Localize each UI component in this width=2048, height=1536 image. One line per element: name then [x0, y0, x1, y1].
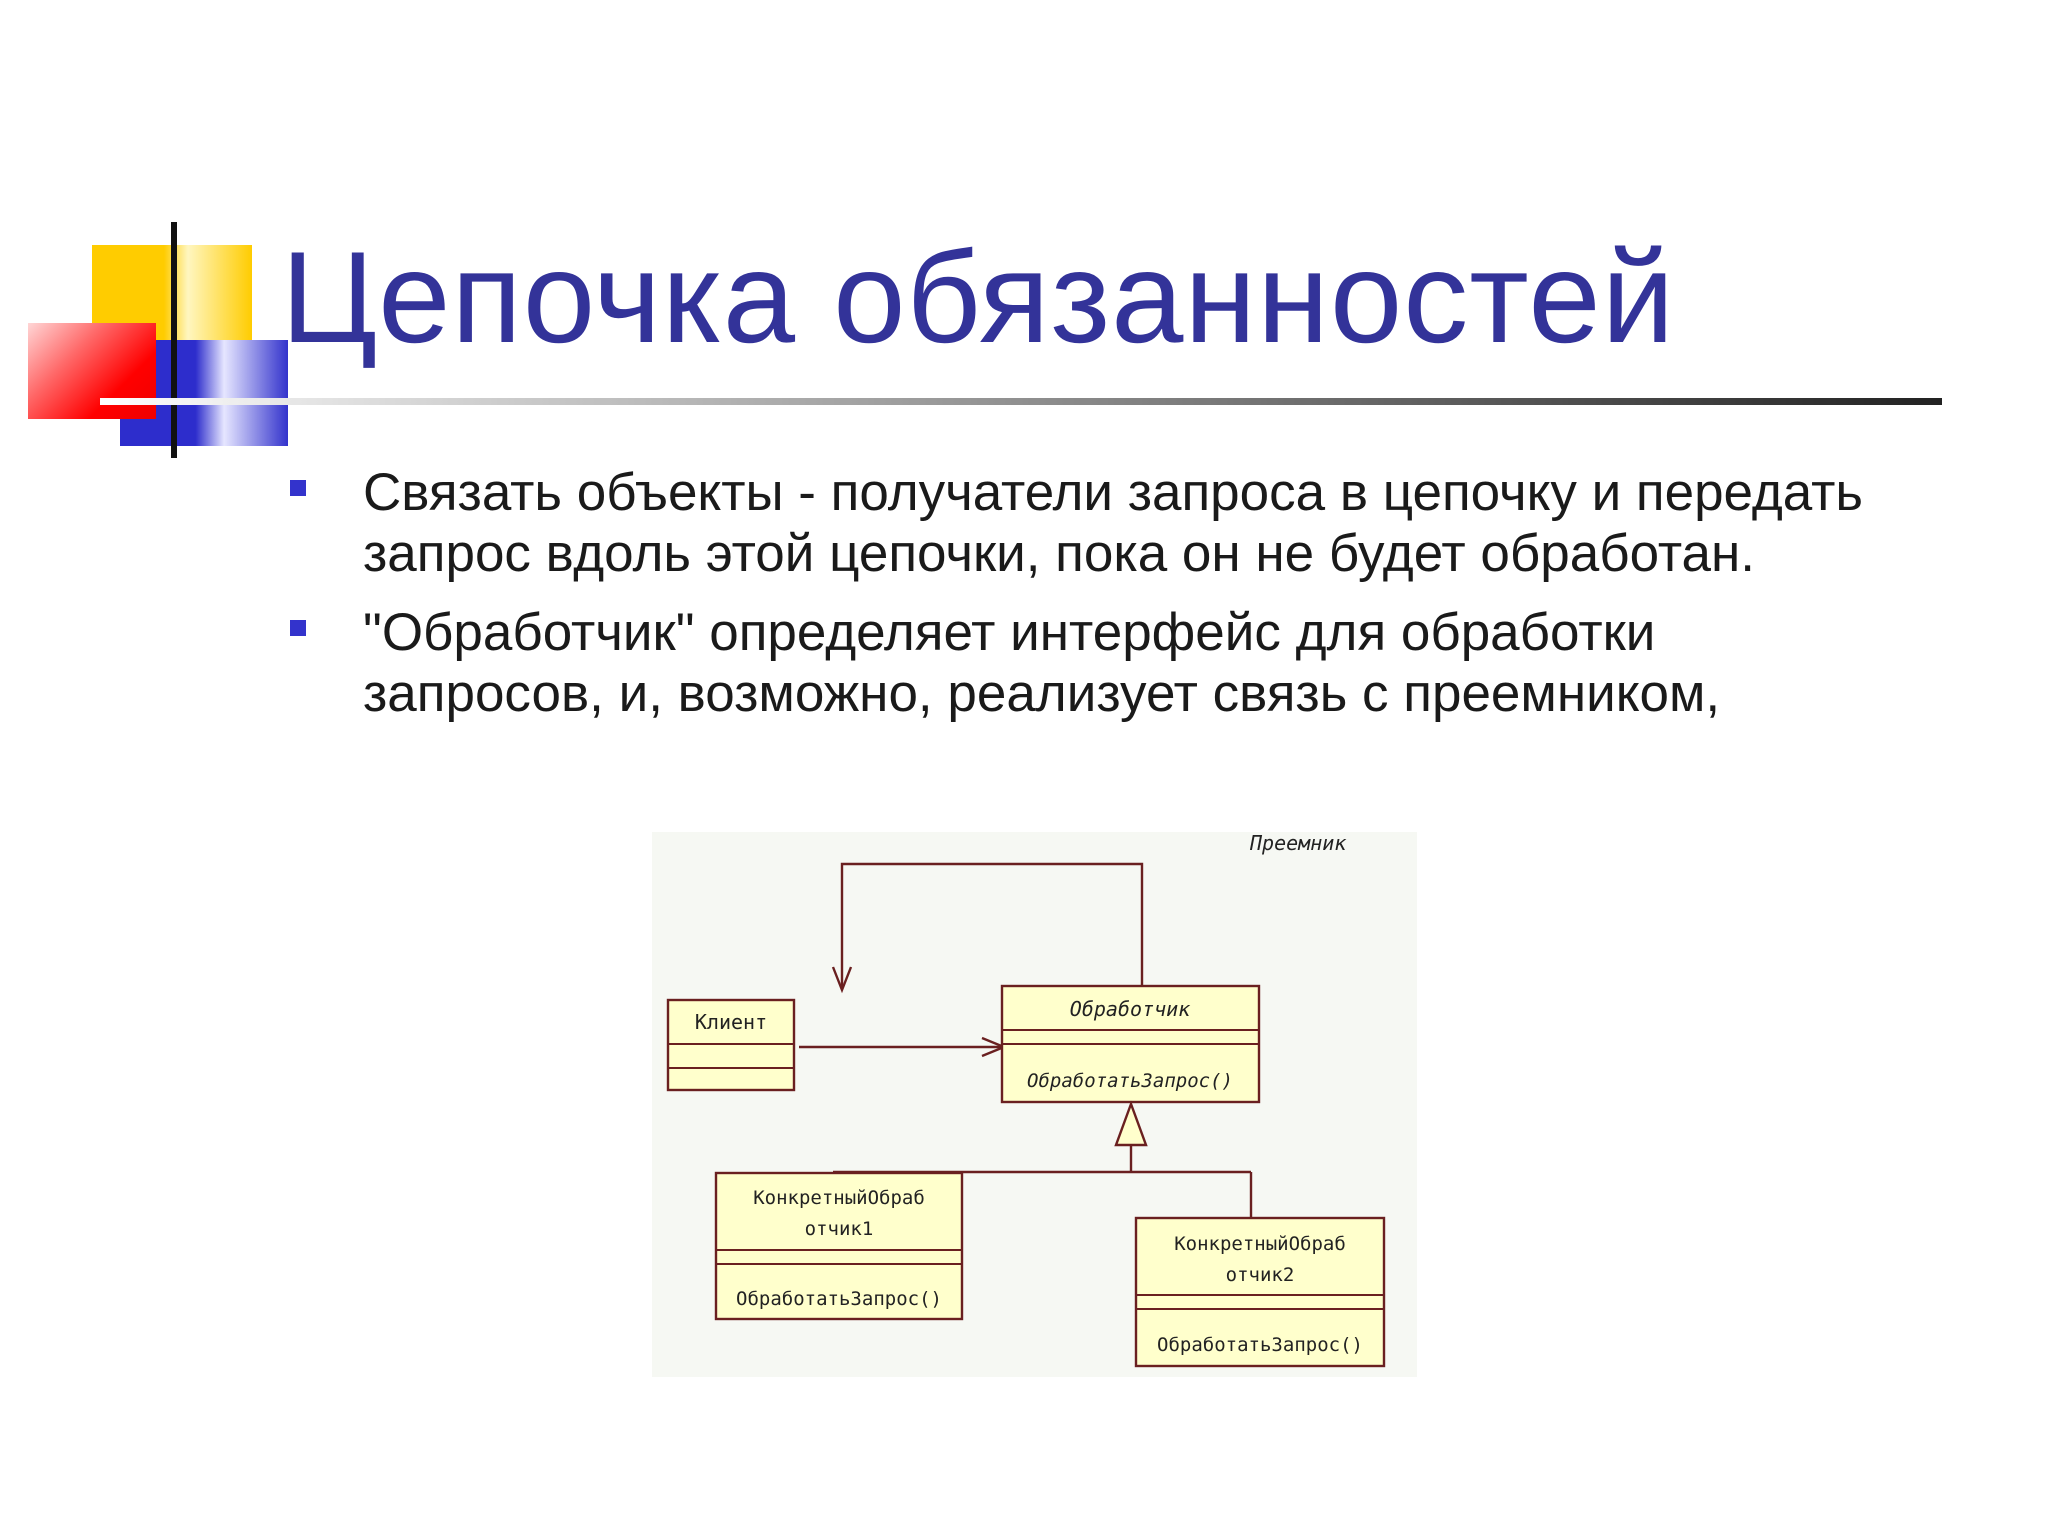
uml-class-diagram: [652, 832, 1417, 1377]
slide-title: Цепочка обязанностей: [281, 224, 1676, 370]
bullet-item: [290, 462, 1890, 584]
handler-method: ОбработатьЗапрос(): [1027, 1070, 1233, 1092]
bullet-item: [290, 602, 1890, 724]
concrete-handler-2-method: ОбработатьЗапрос(): [1157, 1334, 1363, 1356]
concrete-handler-1-name-line2: отчик1: [804, 1218, 874, 1240]
bullet-square-icon: [290, 480, 306, 496]
concrete-handler-2-name-line1: КонкретныйОбраб: [1174, 1233, 1346, 1255]
concrete-handler-1-method: ОбработатьЗапрос(): [736, 1288, 942, 1310]
concrete-handler-1-name-line1: КонкретныйОбраб: [753, 1187, 925, 1209]
bullet-text: "Обработчик" определяет интерфейс для обработки запросов, и, возможно, реализует связь с преемником,: [363, 603, 1721, 723]
concrete-handler-1-class: [716, 1173, 962, 1319]
concrete-handler-2-class: [1136, 1218, 1384, 1366]
bullet-list: [290, 462, 1890, 742]
handler-class-name: Обработчик: [1069, 997, 1191, 1021]
title-divider: [100, 398, 1942, 405]
client-class: [668, 1000, 794, 1090]
deco-vertical-line: [171, 222, 177, 458]
successor-label: Преемник: [1250, 832, 1347, 855]
bullet-text: Связать объекты - получатели запроса в цепочку и передать запрос вдоль этой цепочки, пока он не будет обработан.: [363, 463, 1863, 583]
concrete-handler-2-name-line2: отчик2: [1225, 1264, 1295, 1286]
handler-class: [1002, 986, 1259, 1102]
bullet-square-icon: [290, 620, 306, 636]
client-class-name: Клиент: [694, 1010, 768, 1034]
